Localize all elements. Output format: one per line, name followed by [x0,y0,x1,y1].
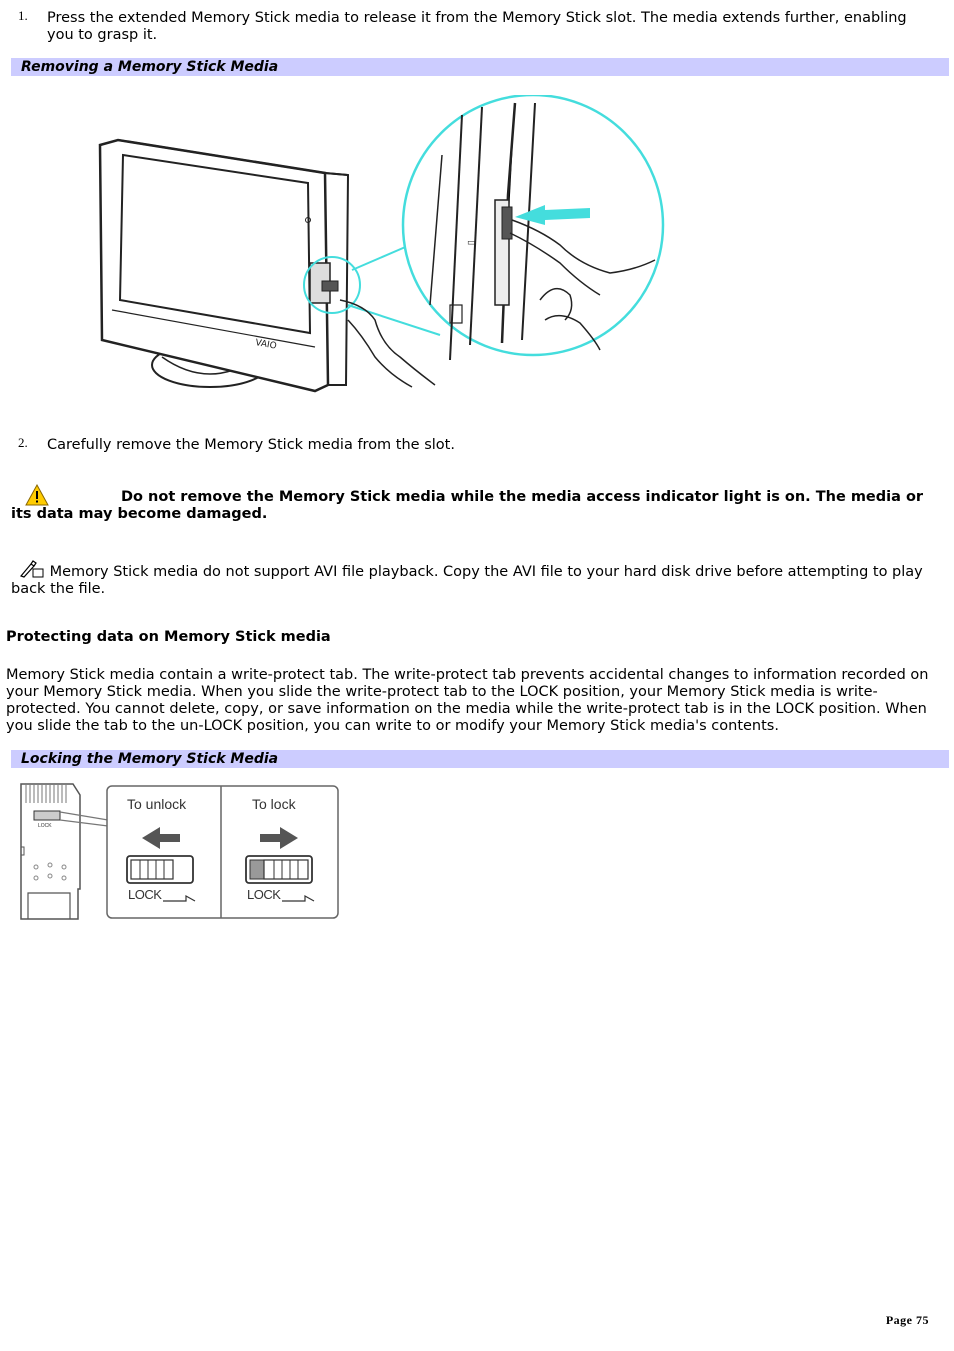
note-pencil-icon [19,560,45,578]
warning-notice [11,489,931,523]
page-number: Page 75 [885,1313,929,1327]
warning-triangle-icon [25,484,49,506]
step-number: 2. [18,435,28,450]
to-lock-label: To lock [252,796,296,812]
figure-caption-locking [11,750,949,768]
caption-text: Removing a Memory Stick Media [21,59,279,75]
note [11,560,931,598]
note-text: Memory Stick media do not support AVI file playback. Copy the AVI file to your hard disk drive before attempting to play back the file. [11,564,923,597]
removing-memory-stick-illustration [90,95,670,395]
lock-text-left: LOCK [128,887,162,902]
section-body: Memory Stick media contain a write-protect tab. The write-protect tab prevents accidental changes to information recorded on your Memory Stick media. When you slide the write-protect tab to the LOCK position, your Memory Stick media is write-protected. You cannot delete, copy, or save information on the media while the write-protect tab is in the LOCK position. When you slide the tab to the un-LOCK position, you can write to or modify your Memory Stick media's contents. [6,667,929,734]
step-text: Press the extended Memory Stick media to release it from the Memory Stick slot. The media extends further, enabling you to grasp it. [47,10,907,43]
warning-text: Do not remove the Memory Stick media while the media access indicator light is on. The media or its data may become damaged. [11,489,924,522]
lock-unlock-diagram [18,781,343,923]
caption-text: Locking the Memory Stick Media [21,751,279,767]
step-text: Carefully remove the Memory Stick media from the slot. [47,437,455,453]
step-number: 1. [18,8,28,23]
svg-text:VAIO: VAIO [254,338,278,352]
to-unlock-label: To unlock [127,796,187,812]
figure-caption-removing [11,58,949,76]
section-heading: Protecting data on Memory Stick media [6,629,331,645]
lock-text-right: LOCK [247,887,281,902]
stick-lock-text: LOCK [38,823,52,829]
svg-text:▭: ▭ [467,238,476,248]
